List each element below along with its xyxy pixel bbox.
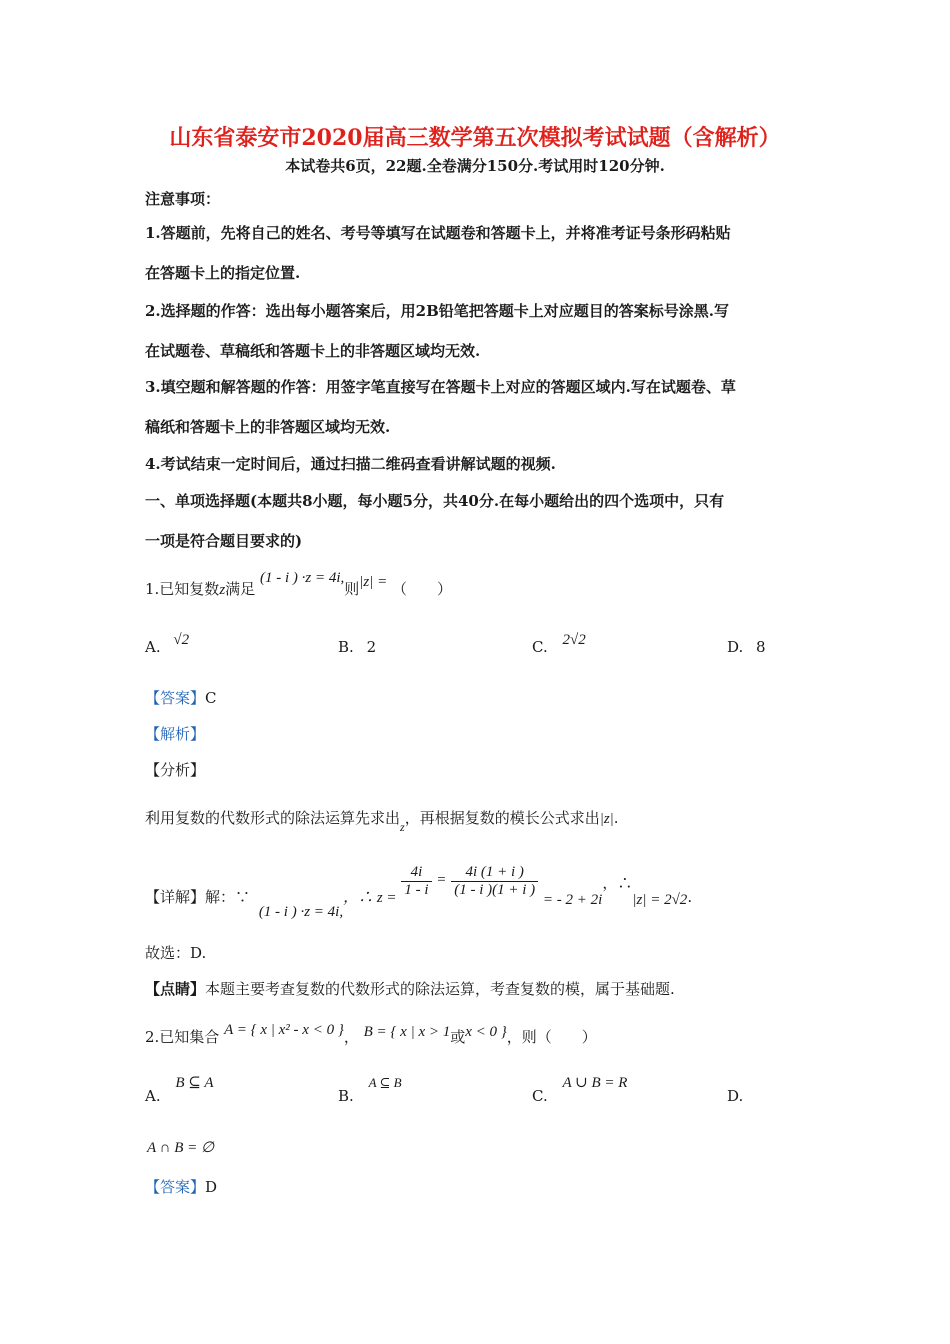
q2-set-b: B = { x | x > 1 — [363, 1024, 451, 1040]
answer-tag: 【答案】 — [145, 689, 206, 707]
notice-line: 在试题卷、草稿纸和答题卡上的非答题区域均无效. — [145, 342, 481, 360]
notice-heading: 注意事项： — [145, 190, 221, 208]
section-heading-cont: 一项是符合题目要求的) — [145, 532, 303, 550]
q1-option-b-value: 2 — [366, 638, 377, 656]
notice-line: 3.填空题和解答题的作答：用签字笔直接写在答题卡上对应的答题区域内.写在试题卷、草 — [145, 378, 736, 396]
question-1 — [145, 570, 453, 599]
q1-option-b: B. 2 — [338, 638, 377, 656]
q2-option-d: D. — [727, 1087, 744, 1105]
q1-option-c: C. 2√2 — [532, 632, 586, 656]
notice-line: 1.答题前，先将自己的姓名、考号等填写在试题卷和答题卡上，并将准考证号条形码粘贴 — [145, 224, 731, 242]
q1-option-d-value: 8 — [756, 638, 766, 656]
q1-option-a-value: √2 — [173, 632, 190, 648]
q2-option-c-value: A ∪ B = R — [562, 1075, 628, 1091]
question-2: 2.已知集合 A = { x | x² - x < 0 }， B = { x | x > 1或x < 0 }，则（ ） — [145, 1022, 597, 1046]
q2-option-a: A. B ⊆ A — [145, 1075, 214, 1105]
section-heading: 一、单项选择题(本题共8小题，每小题5分，共40分.在每小题给出的四个选项中，只有 — [145, 492, 725, 510]
notice-line: 在答题卡上的指定位置. — [145, 264, 301, 282]
q2-option-d-value: A ∩ B = ∅ — [147, 1140, 215, 1156]
document-title: 山东省泰安市2020届高三数学第五次模拟考试试题（含解析） — [169, 125, 781, 151]
q1-paren: （ ） — [392, 580, 453, 598]
q1-ask: |z| = — [359, 574, 388, 590]
q2-set-a: A = { x | x² - x < 0 } — [224, 1022, 344, 1038]
q1-condition: (1 - i ) ·z = 4i, — [259, 570, 345, 586]
dianjing-tag: 【点睛】 — [145, 980, 206, 998]
detail-tag: 【详解】 — [145, 887, 206, 906]
detail-line: 【详解】解：∵ (1 - i ) ·z = 4i,，∴ z = $\frac{4i}{1 - i}$ = $\frac{4i (1 + i )}{(1 - i )(1 + i )}$ = - 2 + 2i，∴|z| = 2√2. — [145, 864, 693, 920]
dianjing-line: 【点睛】本题主要考查复数的代数形式的除法运算，考查复数的模，属于基础题. — [145, 980, 675, 998]
q1-var: z — [219, 582, 226, 598]
notice-line: 4.考试结束一定时间后，通过扫描二维码查看讲解试题的视频. — [145, 455, 556, 473]
notice-line: 2.选择题的作答：选出每小题答案后，用2B铅笔把答题卡上对应题目的答案标号涂黑.写 — [145, 302, 730, 320]
q2-option-b: B. A ⊆ B — [338, 1075, 402, 1105]
q1-then: 则 — [344, 580, 360, 598]
q1-option-d: D. 8 — [727, 638, 766, 656]
q2-answer: 【答案】D — [145, 1178, 218, 1196]
q1-answer: 【答案】C — [145, 689, 217, 707]
notice-line: 稿纸和答题卡上的非答题区域均无效. — [145, 418, 391, 436]
fenxi-tag: 【分析】 — [145, 761, 206, 779]
detail-fraction-2: $\frac{4i (1 + i )}{(1 - i )(1 + i )}$ — [451, 864, 538, 899]
q1-option-a: A. √2 — [145, 632, 190, 656]
document-subtitle: 本试卷共6页，22题.全卷满分150分.考试用时120分钟. — [285, 157, 665, 175]
q2-option-c: C. A ∪ B = R — [532, 1075, 628, 1105]
detail-fraction-1: $\frac{4i}{1 - i}$ — [401, 864, 431, 899]
q1-option-c-value: 2√2 — [562, 632, 586, 648]
fenxi-text: 利用复数的代数形式的除法运算先求出$_z$，再根据复数的模长公式求出|z|. — [145, 809, 619, 834]
analysis-tag: 【解析】 — [145, 725, 206, 743]
q1-mid: 满足 — [225, 580, 256, 598]
q2-option-a-value: B ⊆ A — [175, 1075, 214, 1091]
answer-tag: 【答案】 — [145, 1178, 206, 1196]
q2-option-b-value: A ⊆ B — [368, 1075, 402, 1090]
q1-prefix: 1.已知复数 — [145, 580, 220, 598]
choose-line: 故选：D. — [145, 944, 207, 962]
